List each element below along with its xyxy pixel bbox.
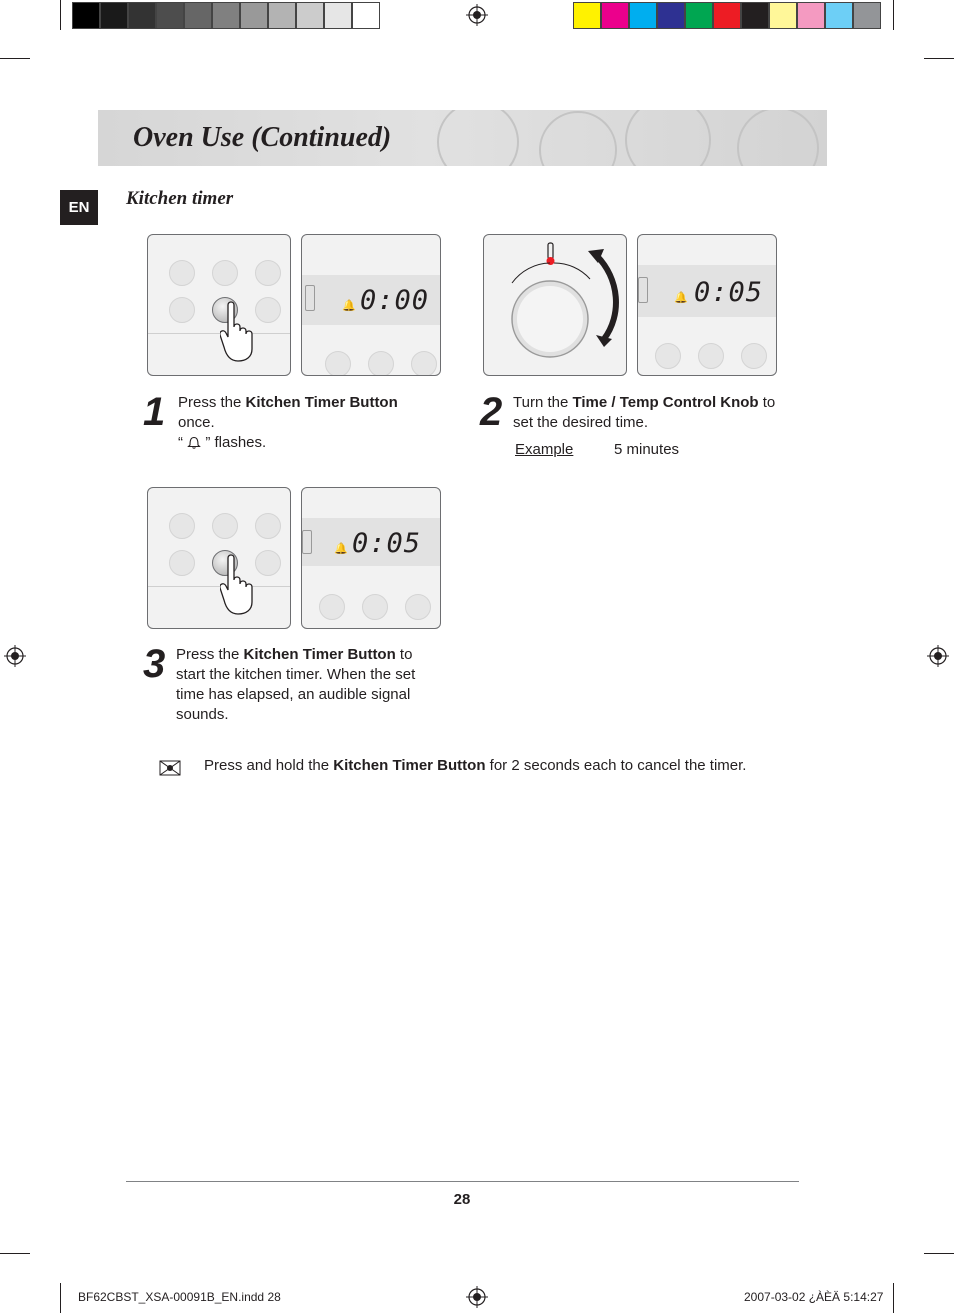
page-number: 28: [453, 1191, 471, 1208]
color-swatch: [100, 2, 128, 29]
color-swatch: [184, 2, 212, 29]
bell-icon: [187, 435, 201, 449]
color-swatch: [156, 2, 184, 29]
panel-button: [698, 343, 724, 369]
crop-mark: [60, 1283, 61, 1313]
color-swatch: [741, 2, 769, 29]
control-panel-illustration: [147, 487, 291, 629]
header-band: [98, 110, 827, 166]
color-swatch: [629, 2, 657, 29]
registration-mark-icon: [466, 1286, 488, 1308]
color-swatch: [352, 2, 380, 29]
color-swatch: [296, 2, 324, 29]
note-text: Press and hold the Kitchen Timer Button for 2 seconds each to cancel the timer.: [204, 757, 747, 774]
tomato-decoration-icon: [428, 110, 827, 166]
crop-mark: [893, 1283, 894, 1313]
clock-button: [212, 260, 238, 286]
lcd-display: [638, 265, 776, 317]
duration-button: [255, 260, 281, 286]
panel-button: [741, 343, 767, 369]
step-2-text: Turn the Time / Temp Control Knob to set the desired time.: [513, 394, 776, 431]
bell-icon: 🔔: [674, 292, 688, 304]
duration-button: [255, 513, 281, 539]
bell-icon: 🔔: [334, 543, 348, 555]
color-swatch: [797, 2, 825, 29]
color-swatch: [72, 2, 100, 29]
hand-pointer-icon: [220, 301, 270, 363]
color-swatch: [128, 2, 156, 29]
step-number: 1: [143, 390, 166, 434]
color-swatch: [685, 2, 713, 29]
kitchen-timer-button-label: Kitchen Timer Button: [333, 757, 486, 774]
clock-button: [212, 513, 238, 539]
hand-pointer-icon: [220, 554, 270, 616]
color-swatch: [268, 2, 296, 29]
registration-mark-icon: [927, 645, 949, 667]
color-swatch: [240, 2, 268, 29]
step-number: 2: [480, 390, 503, 434]
panel-button: [368, 351, 394, 376]
kitchen-timer-button-label: Kitchen Timer Button: [245, 394, 398, 411]
bell-icon: 🔔: [342, 300, 356, 312]
example-label: Example: [515, 441, 574, 458]
color-swatch: [601, 2, 629, 29]
timer-digits: 0:05: [352, 528, 422, 559]
crop-mark: [0, 58, 30, 59]
color-swatch: [713, 2, 741, 29]
panel-button: [362, 594, 388, 620]
step-number: 3: [143, 642, 166, 686]
lock-button: [169, 550, 195, 576]
footer-rule: [126, 1181, 799, 1182]
color-swatch: [769, 2, 797, 29]
lock-button: [169, 297, 195, 323]
lcd-display: [302, 275, 440, 325]
step-3-text: Press the Kitchen Timer Button to start the kitchen timer. When the set time has elapsed, an audible signal sounds.: [176, 646, 416, 723]
page-title: Oven Use (Continued): [133, 122, 392, 153]
step-1-text: Press the Kitchen Timer Button once. “ ” flashes.: [178, 394, 398, 451]
panel-button: [325, 351, 351, 376]
crop-mark: [60, 0, 61, 30]
thermometer-button: [169, 260, 195, 286]
timer-digits: 0:05: [694, 277, 764, 308]
knob-rotation-icon: [484, 235, 627, 376]
registration-mark-icon: [4, 645, 26, 667]
panel-button: [411, 351, 437, 376]
display-panel-illustration: [301, 234, 441, 376]
color-swatch: [825, 2, 853, 29]
color-swatch: [212, 2, 240, 29]
lcd-display: [302, 518, 440, 566]
display-panel-illustration: [637, 234, 777, 376]
panel-button: [655, 343, 681, 369]
timer-digits: 0:00: [360, 285, 430, 316]
file-slug: BF62CBST_XSA-00091B_EN.indd 28: [78, 1290, 281, 1304]
registration-mark-icon: [466, 4, 488, 26]
control-knob-illustration: [483, 234, 627, 376]
panel-button: [319, 594, 345, 620]
note-icon: [159, 760, 181, 776]
language-tab: EN: [60, 190, 98, 225]
thermometer-button: [169, 513, 195, 539]
crop-mark: [924, 1253, 954, 1254]
color-swatch: [324, 2, 352, 29]
print-timestamp: 2007-03-02 ¿ÀÈÄ 5:14:27: [744, 1290, 884, 1304]
display-panel-illustration: [301, 487, 441, 629]
control-panel-illustration: [147, 234, 291, 376]
kitchen-timer-button-label: Kitchen Timer Button: [243, 646, 396, 663]
time-temp-knob-label: Time / Temp Control Knob: [572, 394, 759, 411]
panel-button: [405, 594, 431, 620]
section-title: Kitchen timer: [126, 188, 234, 209]
color-swatch: [573, 2, 601, 29]
crop-mark: [0, 1253, 30, 1254]
crop-mark: [893, 0, 894, 30]
crop-mark: [924, 58, 954, 59]
color-swatch: [853, 2, 881, 29]
example-value: 5 minutes: [614, 441, 680, 458]
color-swatch: [657, 2, 685, 29]
